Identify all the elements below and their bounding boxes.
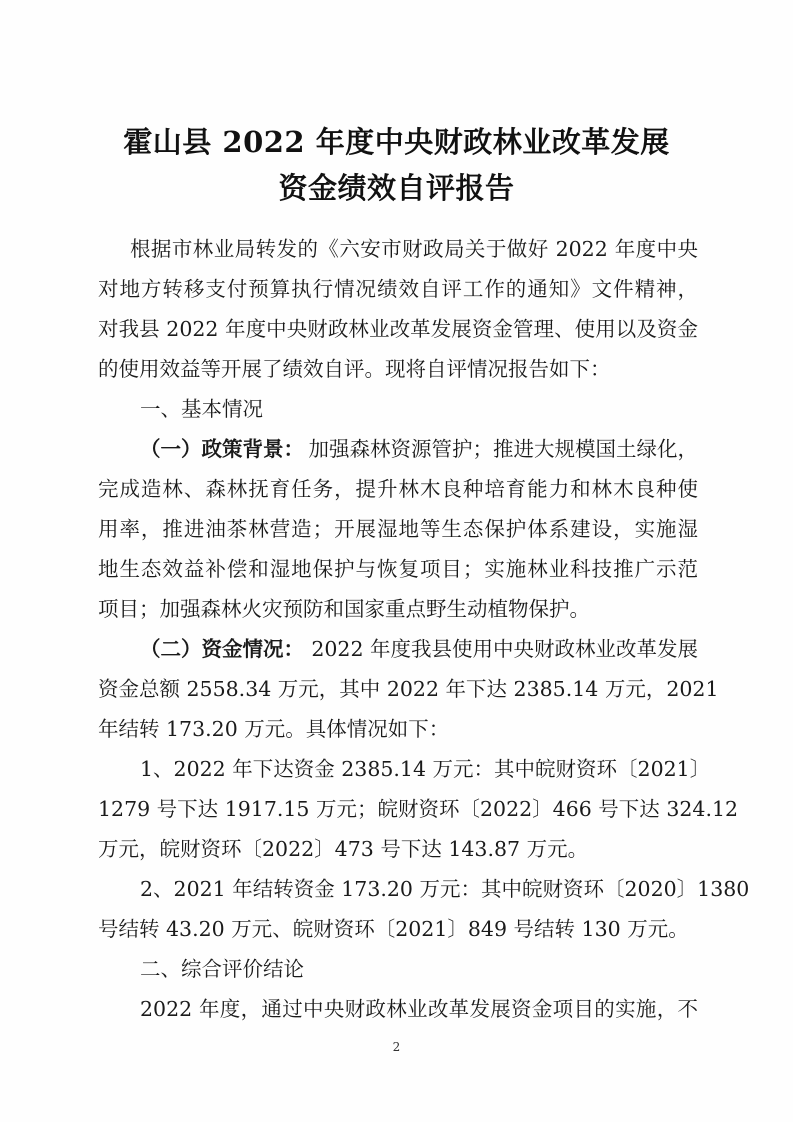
funds-first-line	[140, 637, 698, 661]
policy-label: （一）政策背景：	[140, 437, 304, 461]
policy-line-5: 项目；加强森林火灾预防和国家重点野生动植物保护。	[98, 597, 590, 621]
policy-line-4: 地生态效益补偿和湿地保护与恢复项目；实施林业科技推广示范	[98, 557, 698, 581]
policy-line-2: 完成造林、森林抚育任务，提升林木良种培育能力和林木良种使	[98, 477, 698, 501]
document-title-line-1: 霍山县 2022 年度中央财政林业改革发展	[123, 125, 670, 159]
section-2-heading: 二、综合评价结论	[140, 957, 304, 981]
item-1-line-2: 1279 号下达 1917.15 万元；皖财资环〔2022〕466 号下达 324.12	[98, 797, 739, 821]
funds-line-2: 资金总额 2558.34 万元，其中 2022 年下达 2385.14 万元，2021	[98, 677, 719, 701]
policy-line-3: 用率，推进油茶林营造；开展湿地等生态保护体系建设，实施湿	[98, 517, 698, 541]
document-title-line-2: 资金绩效自评报告	[278, 171, 515, 205]
funds-line-3: 年结转 173.20 万元。具体情况如下：	[98, 717, 450, 741]
section-1-heading: 一、基本情况	[140, 397, 263, 421]
policy-text-first: 加强森林资源管护；推进大规模国土绿化，	[308, 437, 698, 461]
item-1-line-3: 万元，皖财资环〔2022〕473 号下达 143.87 万元。	[98, 837, 589, 861]
intro-line-4: 的使用效益等开展了绩效自评。现将自评情况报告如下：	[98, 357, 611, 381]
intro-line-1: 根据市林业局转发的《六安市财政局关于做好 2022 年度中央	[130, 237, 698, 261]
conclusion-line-1: 2022 年度，通过中央财政林业改革发展资金项目的实施，不	[140, 997, 698, 1021]
funds-label: （二）资金情况：	[140, 637, 304, 661]
item-2-line-2: 号结转 43.20 万元、皖财资环〔2021〕849 号结转 130 万元。	[98, 917, 689, 941]
page-number: 2	[392, 1040, 401, 1054]
funds-text-first: 2022 年度我县使用中央财政林业改革发展	[311, 637, 698, 661]
intro-line-3: 对我县 2022 年度中央财政林业改革发展资金管理、使用以及资金	[98, 317, 698, 341]
item-1-line-1: 1、2022 年下达资金 2385.14 万元：其中皖财资环〔2021〕	[140, 757, 711, 781]
item-2-line-1: 2、2021 年结转资金 173.20 万元：其中皖财资环〔2020〕1380	[140, 877, 750, 901]
intro-line-2: 对地方转移支付预算执行情况绩效自评工作的通知》文件精神，	[98, 277, 698, 301]
policy-first-line	[140, 437, 698, 461]
